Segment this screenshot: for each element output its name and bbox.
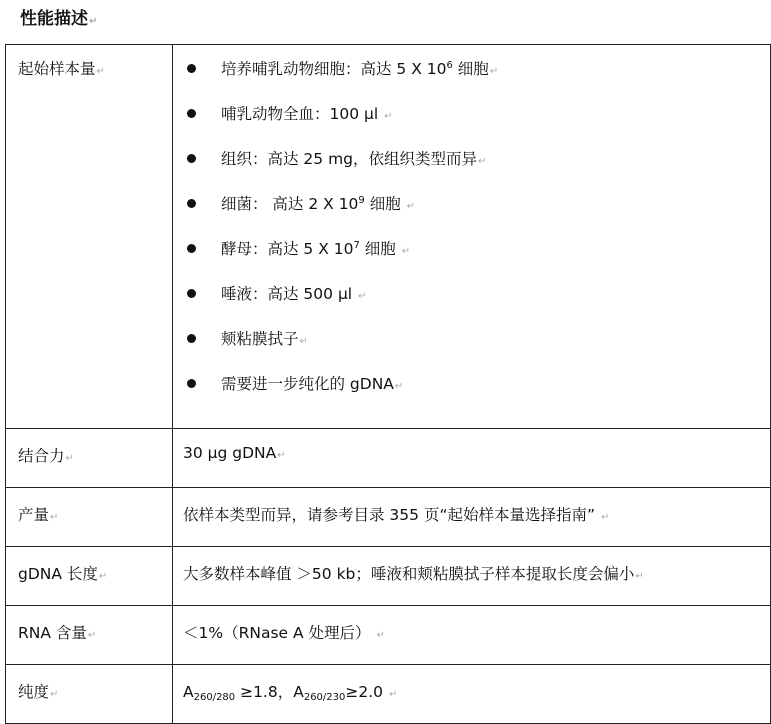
paragraph-mark-icon: ↵	[406, 201, 416, 212]
paragraph-mark-icon: ↵	[384, 111, 393, 122]
item-text	[221, 372, 403, 394]
bullet-icon	[187, 154, 196, 163]
item-text-main: 颊粘膜拭子	[221, 330, 299, 348]
sample-list	[183, 57, 770, 417]
table-row	[6, 429, 771, 488]
row-value	[173, 429, 771, 488]
table-row	[6, 606, 771, 665]
row-key-text: 结合力	[18, 447, 65, 465]
row-value	[173, 665, 771, 724]
paragraph-mark-icon: ↵	[478, 156, 487, 167]
row-key-text: 产量	[18, 506, 50, 524]
purity-end: ≥2.0	[345, 683, 388, 701]
item-exponent: 6	[446, 60, 453, 71]
item-text	[221, 57, 498, 79]
paragraph-mark-icon: ↵	[65, 453, 74, 464]
list-item	[183, 57, 770, 102]
paragraph-mark-icon: ↵	[96, 66, 105, 77]
item-text-main: 细菌： 高达 2 X 10	[221, 195, 359, 213]
paragraph-mark-icon: ↵	[358, 291, 367, 302]
row-value-text: 30 µg gDNA	[183, 444, 277, 462]
purity-ratio-2: 260/230	[303, 692, 346, 703]
item-text	[221, 237, 410, 259]
paragraph-mark-icon: ↵	[394, 381, 404, 392]
row-value-text: 依样本类型而异，请参考目录 355 页“起始样本量选择指南”	[183, 506, 600, 524]
row-key	[6, 45, 173, 429]
row-key-text: 起始样本量	[18, 60, 96, 78]
purity-ratio-1: 260/280	[193, 692, 236, 703]
bullet-icon	[187, 109, 196, 118]
row-key	[6, 488, 173, 547]
row-key-text: gDNA 长度	[18, 565, 98, 583]
row-value	[173, 488, 771, 547]
list-item	[183, 327, 770, 372]
bullet-icon	[187, 334, 196, 343]
row-key-text: 纯度	[18, 683, 50, 701]
list-item	[183, 282, 770, 327]
bullet-icon	[187, 244, 196, 253]
item-text-tail: 细胞	[359, 240, 401, 258]
item-text-tail: 细胞	[452, 60, 489, 78]
row-key-text: RNA 含量	[18, 624, 87, 642]
item-text-main: 哺乳动物全血：100 µl	[221, 105, 384, 123]
purity-a: A	[183, 683, 194, 701]
paragraph-mark-icon: ↵	[277, 450, 286, 461]
paragraph-mark-icon: ↵	[87, 630, 97, 641]
table-row	[6, 488, 771, 547]
bullet-icon	[187, 199, 196, 208]
paragraph-mark-icon: ↵	[388, 689, 398, 700]
paragraph-mark-icon: ↵	[50, 689, 59, 700]
item-text	[221, 282, 366, 304]
row-key	[6, 429, 173, 488]
list-item	[183, 102, 770, 147]
performance-table	[5, 44, 771, 724]
list-item	[183, 372, 770, 417]
paragraph-mark-icon: ↵	[489, 66, 499, 77]
list-item	[183, 237, 770, 282]
item-text-main: 需要进一步纯化的 gDNA	[221, 375, 394, 393]
bullet-icon	[187, 64, 196, 73]
row-value-text: ＜1%（RNase A 处理后）	[183, 624, 376, 642]
section-title	[20, 4, 97, 29]
row-key	[6, 606, 173, 665]
paragraph-mark-icon: ↵	[50, 512, 59, 523]
item-text	[221, 192, 415, 214]
row-value	[173, 547, 771, 606]
item-text	[221, 147, 486, 169]
bullet-icon	[187, 289, 196, 298]
row-key	[6, 665, 173, 724]
paragraph-mark-icon: ↵	[89, 16, 98, 27]
item-text-main: 培养哺乳动物细胞：高达 5 X 10	[221, 60, 447, 78]
paragraph-mark-icon: ↵	[98, 571, 108, 582]
item-text-tail: 细胞	[364, 195, 406, 213]
item-exponent: 9	[358, 195, 365, 206]
table-row	[6, 45, 771, 429]
item-text-main: 唾液：高达 500 µl	[221, 285, 358, 303]
row-value-text: 大多数样本峰值 ＞50 kb；唾液和颊粘膜拭子样本提取长度会偏小	[183, 565, 635, 583]
list-item	[183, 147, 770, 192]
table-row	[6, 547, 771, 606]
row-value	[173, 45, 771, 429]
row-key	[6, 547, 173, 606]
section-title-text: 性能描述	[20, 9, 88, 29]
list-item	[183, 192, 770, 237]
item-exponent: 7	[353, 240, 360, 251]
item-text	[221, 327, 308, 349]
item-text	[221, 102, 393, 124]
bullet-icon	[187, 379, 196, 388]
item-text-main: 组织：高达 25 mg，依组织类型而异	[221, 150, 478, 168]
purity-mid: ≥1.8，A	[235, 683, 304, 701]
row-value	[173, 606, 771, 665]
item-text-main: 酵母：高达 5 X 10	[221, 240, 354, 258]
paragraph-mark-icon: ↵	[635, 571, 644, 582]
paragraph-mark-icon: ↵	[600, 512, 610, 523]
table-row	[6, 665, 771, 724]
paragraph-mark-icon: ↵	[299, 336, 308, 347]
paragraph-mark-icon: ↵	[376, 630, 385, 641]
paragraph-mark-icon: ↵	[401, 246, 411, 257]
